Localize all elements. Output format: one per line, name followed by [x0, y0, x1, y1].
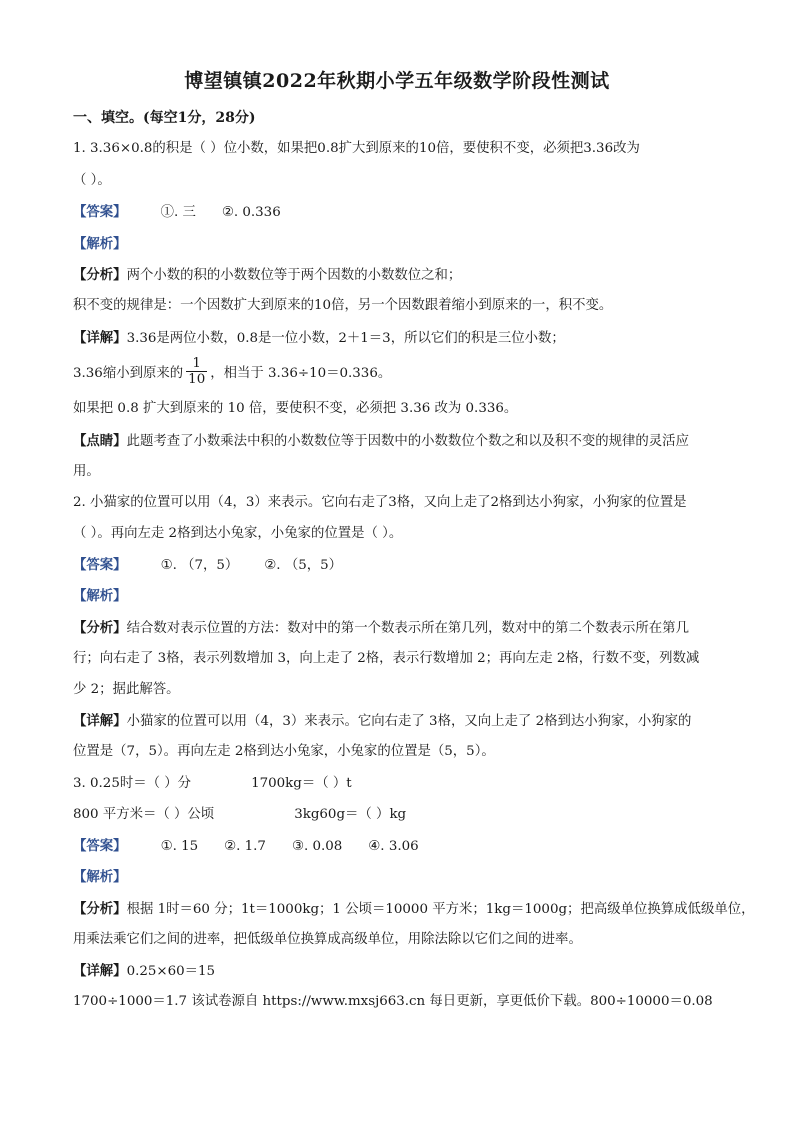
detail-line: 【详解】3.36是两位小数，0.8是一位小数，2＋1＝3，所以它们的积是三位小数； — [73, 330, 565, 346]
fenxi-line: 【分析】根据 1时＝60 分；1t＝1000kg；1 公顷＝10000 平方米；1kg＝1000g；把高级单位换算成低级单位， — [73, 901, 755, 917]
question-2-line-1: 2. 小猫家的位置可以用（4，3）来表示。它向右走了3格，又向上走了2格到达小狗家，小狗家的位置是 — [73, 495, 687, 510]
answer-item: ①. （7，5） — [160, 558, 239, 573]
analysis-tag: 【解析】 — [73, 236, 127, 252]
question-1-line-1: 1. 3.36×0.8的积是（ ）位小数，如果把0.8扩大到原来的10倍，要使积不变，必须把3.36改为 — [73, 141, 640, 156]
question-3-line-2: 800 平方米＝（ ）公顷 3kg60g＝（ ）kg — [73, 807, 407, 822]
detail-line: 【详解】0.25×60＝15 — [73, 963, 216, 979]
detail-line: 【详解】小猫家的位置可以用（4，3）来表示。它向右走了 3格，又向上走了 2格到达小狗家，小狗家的 — [73, 713, 692, 729]
answer-tag: 【答案】 — [73, 838, 127, 854]
comment-line: 【点睛】此题考查了小数乘法中积的小数数位等于因数中的小数数位个数之和以及积不变的规律的灵活应 — [73, 433, 689, 449]
answer-tag: 【答案】 — [73, 204, 127, 220]
detail-line: 如果把 0.8 扩大到原来的 10 倍，要使积不变，必须把 3.36 改为 0.336。 — [73, 401, 518, 416]
question-2-line-2: （ ）。再向左走 2格到达小兔家，小兔家的位置是（ ）。 — [73, 526, 403, 541]
page-title: 博望镇镇2022年秋期小学五年级数学阶段性测试 — [184, 70, 610, 92]
fenxi-line: 用乘法乘它们之间的进率，把低级单位换算成高级单位，用除法除以它们之间的进率。 — [73, 932, 582, 947]
answer-row-3 — [73, 837, 419, 856]
detail-line-fraction: 3.36缩小到原来的 $\frac{1}{10}$ ，相当于 3.36÷10＝0.336。 — [73, 356, 392, 387]
fraction: $\frac{1}{10}$ — [188, 356, 206, 387]
fenxi-line: 【分析】结合数对表示位置的方法：数对中的第一个数表示所在第几列，数对中的第二个数表示所在第几 — [73, 620, 689, 636]
question-1-line-2: （ ）。 — [73, 173, 111, 188]
answer-item: ①. 15 — [160, 839, 199, 854]
answer-item: ②. 1.7 — [224, 839, 266, 854]
fenxi-line: 行；向右走了 3格，表示列数增加 3，向上走了 2格，表示行数增加 2；再向左走 2格，行数不变，列数减 — [73, 651, 700, 666]
answer-tag: 【答案】 — [73, 557, 127, 573]
analysis-tag: 【解析】 — [73, 588, 127, 604]
answer-row-2 — [73, 556, 342, 575]
answer-row-1 — [73, 203, 281, 222]
question-3-line-1: 3. 0.25时＝（ ）分 1700kg＝（ ）t — [73, 776, 352, 791]
comment-line: 用。 — [73, 464, 100, 479]
answer-item: ②. （5，5） — [264, 558, 343, 573]
answer-item: ②. 0.336 — [221, 205, 281, 220]
fenxi-line: 少 2；据此解答。 — [73, 682, 180, 697]
detail-line-source: 1700÷1000＝1.7 该试卷源自 https://www.mxsj663.cn 每日更新，享更低价下载。800÷10000＝0.08 — [73, 994, 713, 1009]
answer-item: ④. 3.06 — [368, 839, 419, 854]
fenxi-line: 【分析】两个小数的积的小数数位等于两个因数的小数数位之和； — [73, 267, 462, 283]
answer-item: ①. 三 — [160, 205, 196, 220]
section-heading: 一、填空。(每空1分，28分) — [73, 110, 256, 126]
analysis-tag: 【解析】 — [73, 869, 127, 885]
fenxi-line: 积不变的规律是：一个因数扩大到原来的10倍，另一个因数跟着缩小到原来的一，积不变。 — [73, 298, 613, 313]
detail-line: 位置是（7，5）。再向左走 2格到达小兔家，小兔家的位置是（5，5）。 — [73, 744, 495, 759]
answer-item: ③. 0.08 — [291, 839, 343, 854]
